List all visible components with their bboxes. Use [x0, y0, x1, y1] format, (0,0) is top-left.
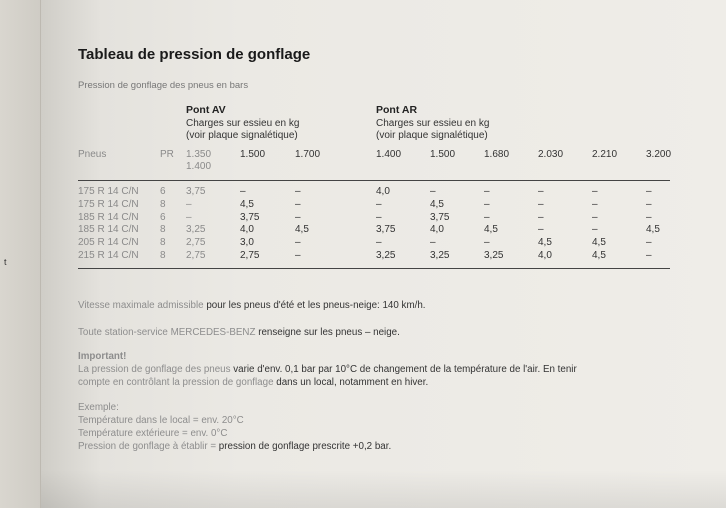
- row-0-ar-0: 4,0: [376, 186, 390, 197]
- row-1-ar-2: –: [484, 198, 490, 210]
- row-0-ar-1: –: [430, 186, 436, 197]
- row-5-ar-2: 3,25: [484, 250, 504, 261]
- row-1-pr: 8: [160, 198, 166, 210]
- important-label: Important!: [78, 351, 127, 362]
- row-0-tire: 175 R 14 C/N: [78, 186, 139, 197]
- row-0-ar-2: –: [484, 186, 490, 197]
- left-page-edge: [0, 0, 41, 508]
- row-5-av-0: 2,75: [186, 250, 206, 261]
- row-1-tire: 175 R 14 C/N: [78, 198, 139, 210]
- pont-av-line2: (voir plaque signalétique): [186, 130, 298, 141]
- row-1-ar-0: –: [376, 198, 382, 210]
- table-bottom-rule: [78, 268, 670, 269]
- row-0-ar-3: –: [538, 186, 544, 197]
- row-0-ar-4: –: [592, 186, 598, 197]
- row-5-av-2: –: [295, 250, 301, 261]
- exemple-3b: pression de gonflage prescrite +0,2 bar.: [216, 441, 392, 452]
- header-ar-3: 2.030: [538, 149, 564, 160]
- page-title: Tableau de pression de gonflage: [78, 46, 311, 63]
- exemple-3a: Pression de gonflage à établir =: [78, 441, 217, 452]
- important-2a: compte en contrôlant la pression de gonflage: [78, 377, 274, 388]
- row-2-av-0: –: [186, 211, 192, 223]
- pont-av-label: Pont AV: [186, 104, 226, 116]
- row-5-av-1: 2,75: [240, 250, 260, 261]
- left-margin-mark: t: [4, 257, 7, 267]
- row-5-ar-4: 4,5: [592, 250, 606, 261]
- row-4-tire: 205 R 14 C/N: [78, 237, 139, 249]
- row-2-tire: 185 R 14 C/N: [78, 211, 139, 223]
- row-4-ar-5: –: [646, 237, 652, 249]
- row-1-av-1: 4,5: [240, 198, 254, 210]
- header-pr: PR: [160, 149, 174, 160]
- station-note: [78, 326, 400, 339]
- row-1-ar-4: –: [592, 198, 598, 210]
- header-av-1: 1.500: [240, 149, 266, 160]
- speed-note: [78, 299, 426, 312]
- table-subtitle: Pression de gonflage des pneus en bars: [78, 80, 249, 91]
- row-3-ar-1: 4,0: [430, 224, 444, 236]
- row-4-av-2: –: [295, 237, 301, 249]
- exemple-label: Exemple:: [78, 402, 119, 413]
- header-ar-4: 2.210: [592, 149, 618, 160]
- header-ar-1: 1.500: [430, 149, 456, 160]
- row-5-pr: 8: [160, 250, 166, 261]
- row-3-ar-0: 3,75: [376, 224, 396, 236]
- row-1-ar-3: –: [538, 198, 544, 210]
- row-4-av-0: 2,75: [186, 237, 206, 249]
- header-pneus: Pneus: [78, 149, 107, 160]
- exemple-line1: Température dans le local = env. 20°C: [78, 415, 244, 426]
- important-line1: [78, 363, 577, 376]
- row-2-pr: 6: [160, 211, 166, 223]
- row-4-ar-4: 4,5: [592, 237, 606, 249]
- row-5-ar-5: –: [646, 250, 652, 261]
- row-0-av-2: –: [295, 186, 301, 197]
- pont-ar-label: Pont AR: [376, 104, 418, 116]
- pont-av-line1: Charges sur essieu en kg: [186, 118, 300, 129]
- row-2-ar-5: –: [646, 211, 652, 223]
- speed-note-a: Vitesse maximale admissible: [78, 300, 204, 311]
- row-4-ar-1: –: [430, 237, 436, 249]
- row-2-ar-4: –: [592, 211, 598, 223]
- row-3-ar-4: –: [592, 224, 598, 236]
- row-4-ar-0: –: [376, 237, 382, 249]
- row-2-av-2: –: [295, 211, 301, 223]
- important-2b: dans un local, notamment en hiver.: [273, 377, 429, 388]
- row-5-ar-3: 4,0: [538, 250, 552, 261]
- header-av-0: 1.350: [186, 149, 212, 160]
- row-3-av-2: 4,5: [295, 224, 309, 236]
- important-1b: varie d'env. 0,1 bar par 10°C de changement de la température de l'air. En tenir: [230, 364, 577, 375]
- row-4-ar-3: 4,5: [538, 237, 552, 249]
- row-3-ar-5: 4,5: [646, 224, 660, 236]
- row-4-pr: 8: [160, 237, 166, 249]
- row-3-av-0: 3,25: [186, 224, 206, 236]
- row-3-ar-3: –: [538, 224, 544, 236]
- row-2-ar-0: –: [376, 211, 382, 223]
- exemple-line2: Température extérieure = env. 0°C: [78, 428, 228, 439]
- header-ar-0: 1.400: [376, 149, 402, 160]
- header-av-extra: 1.400: [186, 161, 212, 172]
- row-5-ar-1: 3,25: [430, 250, 450, 261]
- row-3-av-1: 4,0: [240, 224, 254, 236]
- row-0-av-1: –: [240, 186, 246, 197]
- row-3-pr: 8: [160, 224, 166, 236]
- station-note-b: renseigne sur les pneus – neige.: [255, 327, 400, 338]
- row-4-av-1: 3,0: [240, 237, 254, 249]
- pont-ar-line2: (voir plaque signalétique): [376, 130, 488, 141]
- row-1-ar-5: –: [646, 198, 652, 210]
- row-2-av-1: 3,75: [240, 211, 260, 223]
- table-top-rule: [78, 180, 670, 181]
- exemple-line3: [78, 440, 391, 453]
- row-4-ar-2: –: [484, 237, 490, 249]
- station-note-a: Toute station-service MERCEDES-BENZ: [78, 327, 256, 338]
- header-ar-2: 1.680: [484, 149, 510, 160]
- row-2-ar-2: –: [484, 211, 490, 223]
- pont-ar-line1: Charges sur essieu en kg: [376, 118, 490, 129]
- row-3-tire: 185 R 14 C/N: [78, 224, 139, 236]
- important-1a: La pression de gonflage des pneus: [78, 364, 231, 375]
- important-line2: [78, 376, 428, 389]
- row-2-ar-1: 3,75: [430, 211, 450, 223]
- header-av-2: 1.700: [295, 149, 321, 160]
- row-1-av-2: –: [295, 198, 301, 210]
- row-0-ar-5: –: [646, 186, 652, 197]
- page-shadow: [41, 470, 726, 508]
- row-0-pr: 6: [160, 186, 166, 197]
- row-1-ar-1: 4,5: [430, 198, 444, 210]
- speed-note-b: pour les pneus d'été et les pneus-neige: 140 km/h.: [203, 300, 426, 311]
- row-1-av-0: –: [186, 198, 192, 210]
- row-3-ar-2: 4,5: [484, 224, 498, 236]
- header-ar-5: 3.200: [646, 149, 672, 160]
- row-2-ar-3: –: [538, 211, 544, 223]
- row-0-av-0: 3,75: [186, 186, 206, 197]
- row-5-tire: 215 R 14 C/N: [78, 250, 139, 261]
- row-5-ar-0: 3,25: [376, 250, 396, 261]
